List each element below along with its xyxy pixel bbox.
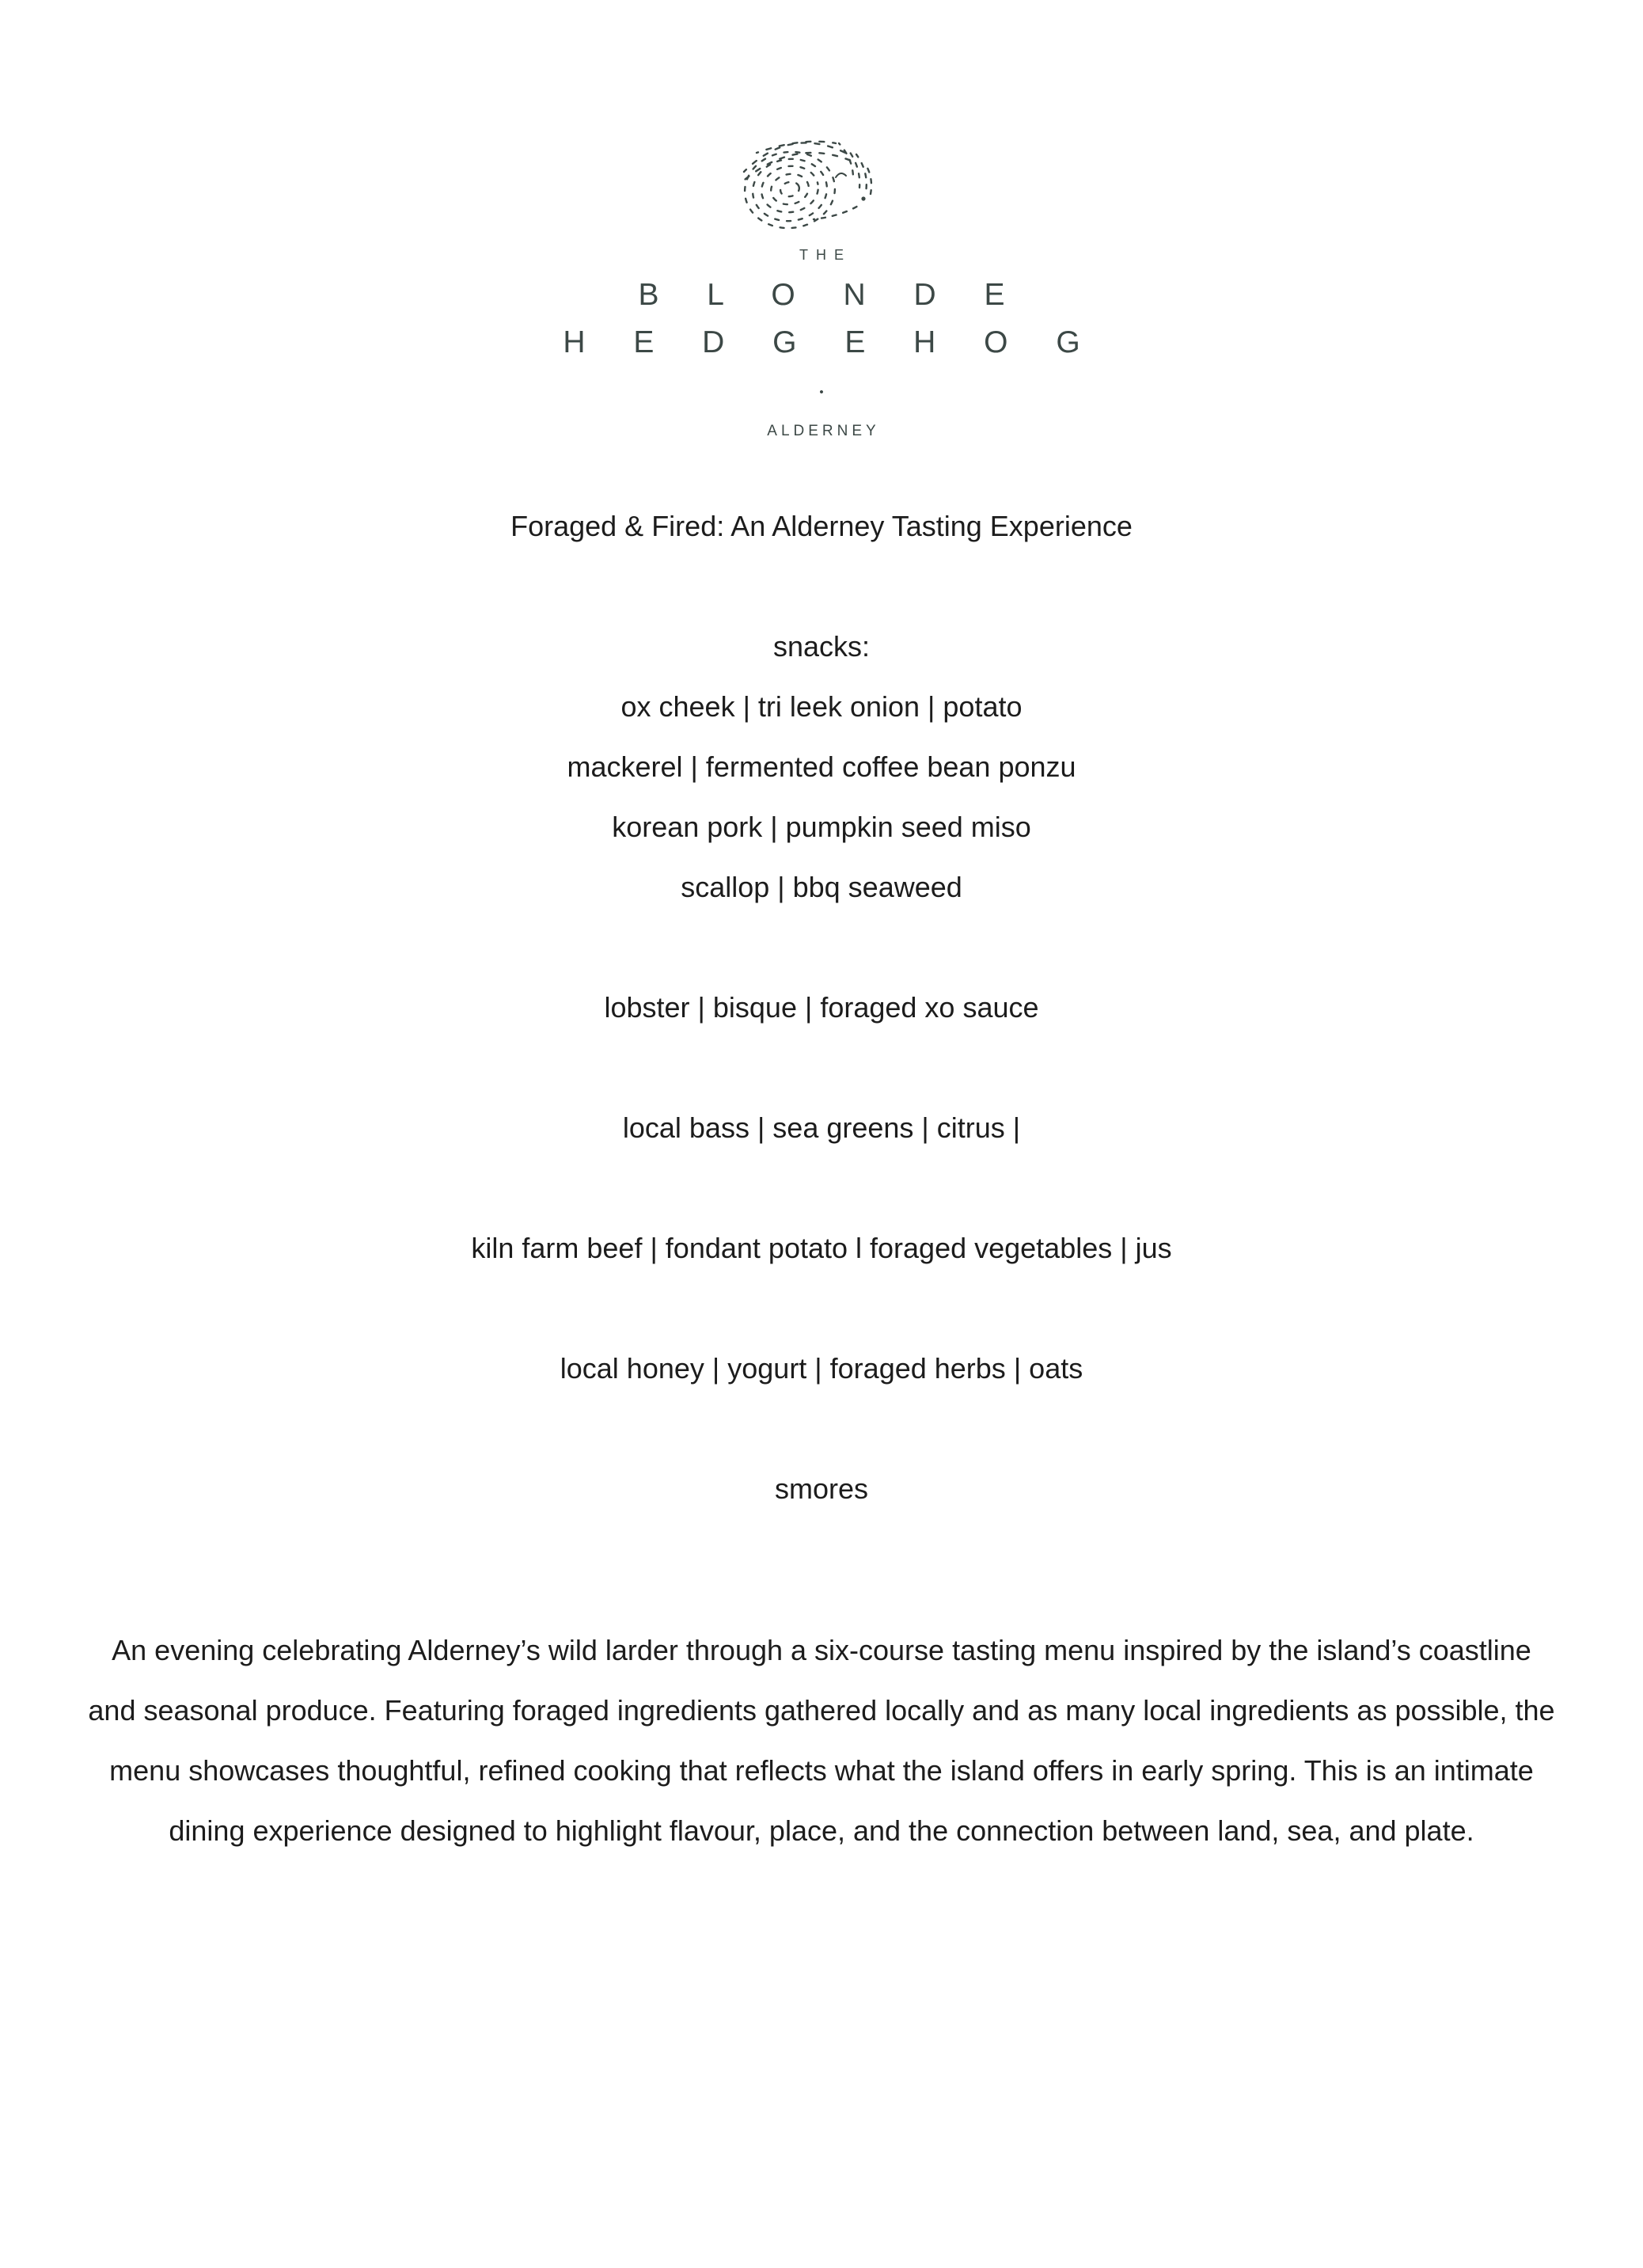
hedgehog-eye (836, 173, 846, 177)
brand-the: THE (799, 247, 852, 263)
spacer (0, 1278, 1643, 1339)
hedgehog-nose (861, 196, 865, 200)
menu-line-kiln-farm-beef: kiln farm beef | fondant potato l foraged vegetables | jus (471, 1232, 1172, 1264)
spacer (0, 557, 1643, 617)
brand-block (0, 246, 1643, 441)
menu-line-scallop: scallop | bbq seaweed (681, 871, 962, 903)
spacer (0, 1038, 1643, 1098)
menu-line-local-honey: local honey | yogurt | foraged herbs | oats (560, 1352, 1083, 1385)
brand-location: ALDERNEY (767, 423, 880, 439)
menu-line-smores: smores (774, 1472, 869, 1505)
menu-description-paragraph: An evening celebrating Alderney’s wild larder through a six-course tasting menu inspired by the island’s coastline and seasonal produce. Featuring foraged ingredients gathered locally and as many local ingredients as possible, the menu showcases thoughtful, refined cooking that reflects what the island offers in early spring. This is an intimate dining experience designed to highlight flavour, place, and the connection between land, sea, and plate. (88, 1634, 1555, 1847)
brand-name-line2: H E D G E H O G (563, 325, 1100, 359)
spacer (0, 1158, 1643, 1218)
menu-line-mackerel: mackerel | fermented coffee bean ponzu (567, 750, 1076, 783)
menu-line-local-bass: local bass | sea greens | citrus | (622, 1111, 1021, 1144)
spacer (0, 917, 1643, 978)
brand-separator-dot: • (819, 386, 824, 399)
brand-name-line1: B L O N D E (638, 278, 1025, 312)
hedgehog-logo-icon (734, 131, 909, 234)
menu-line-lobster: lobster | bisque | foraged xo sauce (604, 991, 1039, 1024)
menu-line-snacks-heading: snacks: (772, 630, 871, 663)
tasting-menu (0, 496, 1643, 1519)
spacer (0, 1399, 1643, 1459)
menu-line-korean-pork: korean pork | pumpkin seed miso (612, 811, 1031, 843)
menu-title: Foraged & Fired: An Alderney Tasting Experience (510, 510, 1133, 542)
menu-line-ox-cheek: ox cheek | tri leek onion | potato (620, 690, 1023, 723)
